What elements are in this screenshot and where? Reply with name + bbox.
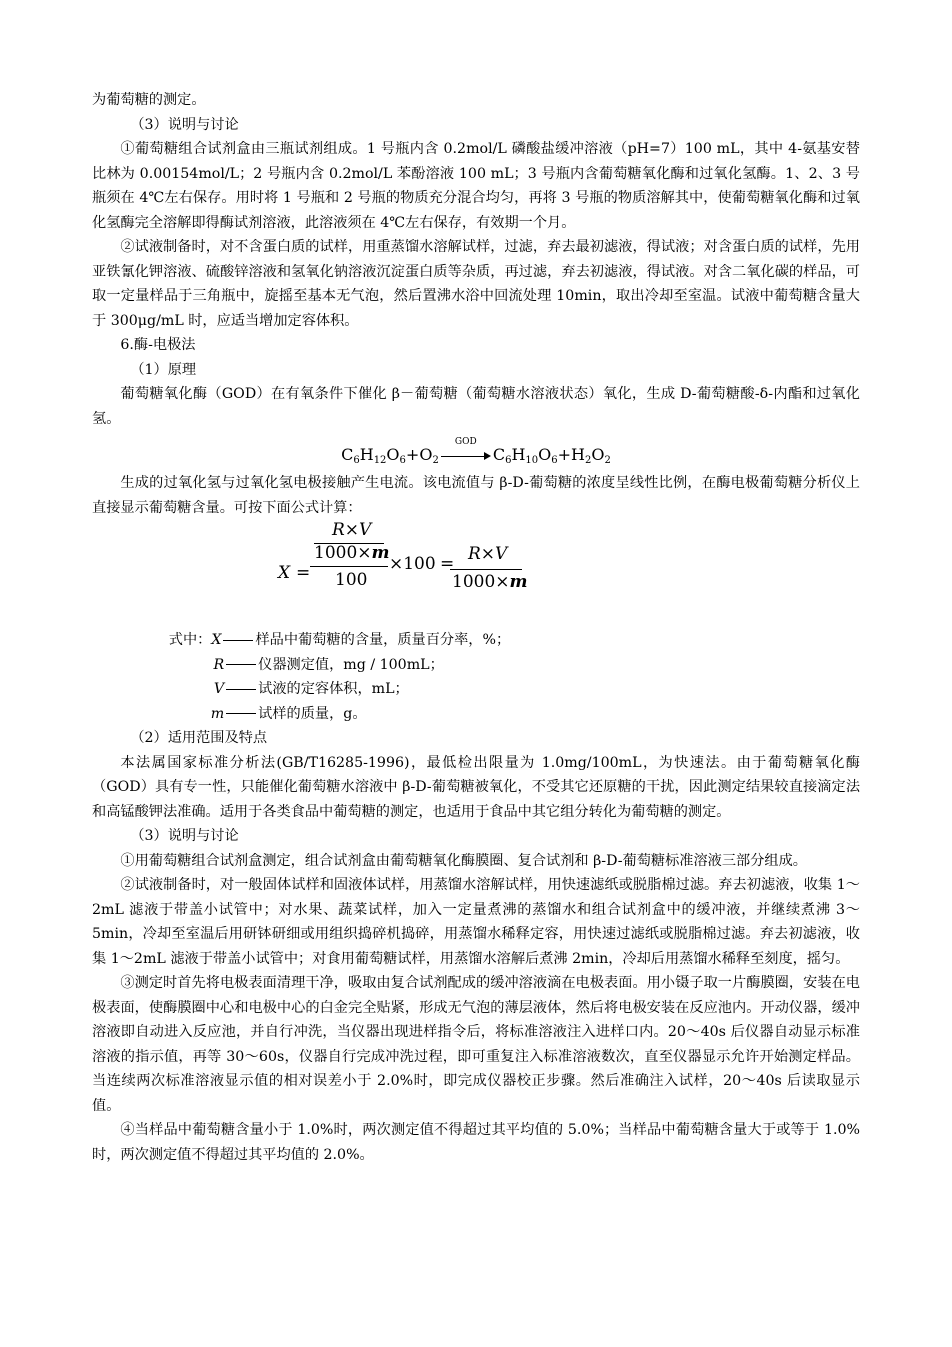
paragraph-scope: 本法属国家标准分析法(GB/T16285-1996)，最低检出限量为 1.0mg/100mL，为快速法。由于葡萄糖氧化酶（GOD）具有专一性，只能催化葡萄糖水溶液中 β-D-葡萄糖被氧化，不受其它还原糖的干扰，因此测定结果较直接滴定法和高锰酸钾法准确。适用于各类食品中葡萄糖的测定，也适用于食品中其它组分转化为葡萄糖的测定。 [92, 754, 861, 820]
paragraph-current-measure: 生成的过氧化氢与过氧化氢电极接触产生电流。该电流值与 β-D-葡萄糖的浓度呈线性比例，在酶电极葡萄糖分析仪上直接显示葡萄糖含量。可按下面公式计算： [92, 475, 860, 516]
reaction-enzyme-label: GOD [454, 436, 477, 447]
legend-row [169, 677, 860, 702]
paragraph-kit-composition: ①葡萄糖组合试剂盒由三瓶试剂组成。1 号瓶内含 0.2mol/L 磷酸盐缓冲溶液（pH=7）100 mL，其中 4-氨基安替比林为 0.00154mol/L；2 号瓶内含 0.2mol/L 苯酚溶液 100 mL；3 号瓶内含葡萄糖氧化酶和过氧化氢酶。1、2、3 号瓶须在 4℃左右保存。用时将 1 号瓶和 2 号瓶的物质充分混合均匀，再将 3 号瓶的物质溶解其中，使葡萄糖氧化酶和过氧化氢酶完全溶解即得酶试剂溶液，此溶液须在 4℃左右保存，有效期一个月。 [92, 141, 860, 231]
formula-lhs: X [278, 563, 291, 583]
legend-symbol: X [211, 632, 222, 648]
formula-equals-2: = [440, 554, 455, 574]
formula-rhs-denominator: 1000×m [452, 572, 528, 592]
paragraph-continuation: 为葡萄糖的测定。 [92, 92, 206, 108]
legend-dash [223, 640, 253, 641]
formula-inner-numerator: R×V [332, 520, 372, 540]
legend-desc: 仪器测定值，mg / 100mL； [258, 656, 444, 673]
reaction-products: $C_6H_{10}O_6+H_2O_2$ [492, 445, 611, 466]
section-heading-principle: （1）原理 [130, 361, 197, 378]
section-heading-discussion-1: （3）说明与讨论 [130, 116, 239, 133]
legend-desc: 试液的定容体积，mL； [258, 681, 409, 697]
legend-prefix: 式中： [168, 632, 212, 648]
paragraph-principle: 葡萄糖氧化酶（GOD）在有氧条件下催化 β－葡萄糖（葡萄糖水溶液状态）氧化，生成 D-葡萄糖酸-δ-内酯和过氧化氢。 [92, 386, 860, 427]
formula-equals-1: = [296, 563, 311, 583]
formula-rhs-fraction-line [450, 569, 522, 570]
legend-desc: 试样的质量，g。 [258, 705, 367, 722]
paragraph-sample-prep-2: ②试液制备时，对一般固体试样和固液体试样，用蒸馏水溶解试样，用快速滤纸或脱脂棉过滤。弃去初滤液，收集 1～2mL 滤液于带盖小试管中；对水果、蔬菜试样，加入一定量煮沸的蒸馏水和组合试剂盒中的缓冲液，并继续煮沸 3～5min，冷却至室温后用研钵研细或用组织捣碎机捣碎，用蒸馏水稀释定容，用快速过滤纸或脱脂棉过滤。弃去初滤液，收集 1～2mL 滤液于带盖小试管中；对食用葡萄糖试样，用蒸馏水溶解后煮沸 2min，冷却后用蒸馏水稀释至刻度，摇匀。 [92, 877, 860, 967]
formula-inner-denominator: 1000×m [314, 543, 390, 563]
section-heading-scope: （2）适用范围及特点 [130, 730, 268, 746]
paragraph-precision: ④当样品中葡萄糖含量小于 1.0%时，两次测定值不得超过其平均值的 5.0%；当样品中葡萄糖含量大于或等于 1.0%时，两次测定值不得超过其平均值的 2.0%。 [92, 1122, 860, 1163]
paragraph-measurement-procedure: ③测定时首先将电极表面清理干净，吸取由复合试剂配成的缓冲溶液滴在电极表面。用小镊子取一片酶膜圈，安装在电极表面，使酶膜圈中心和电极中心的白金完全贴紧，形成无气泡的薄层液体，然后将电极安装在反应池内。开动仪器，缓冲溶液即自动进入反应池，并自行冲洗，当仪器出现进样指令后，将标准溶液注入进样口内。20～40s 后仪器自动显示标准溶液的指示值，再等 30～60s，仪器自行完成冲洗过程，即可重复注入标准溶液数次，直至仪器显示允许开始测定样品。当连续两次标准溶液显示值的相对误差小于 2.0%时，即完成仪器校正步骤。然后准确注入试样，20～40s 后读取显示值。 [92, 975, 860, 1114]
reaction-reactants: $C_6H_{12}O_6+O_2$ [341, 445, 439, 466]
formula-outer-fraction-line [310, 566, 388, 567]
formula-times-100: ×100 [389, 554, 436, 574]
reaction-arrow-icon [441, 436, 491, 463]
legend-dash [226, 664, 256, 665]
reaction-equation [92, 431, 860, 471]
legend-desc: 样品中葡萄糖的含量，质量百分率，%； [255, 632, 511, 648]
calculation-formula [92, 520, 860, 628]
section-heading-enzyme-electrode: 6.酶-电极法 [120, 337, 196, 353]
paragraph-sample-prep-1: ②试液制备时，对不含蛋白质的试样，用重蒸馏水溶解试样，过滤，弃去最初滤液，得试液；对含蛋白质的试样，先用亚铁氰化钾溶液、硫酸锌溶液和氢氧化钠溶液沉淀蛋白质等杂质，再过滤，弃去初滤液，得试液。对含二氧化碳的样品，可取一定量样品于三角瓶中，旋摇至基本无气泡，然后置沸水浴中回流处理 10min，取出冷却至室温。试液中葡萄糖含量大于 300μg/mL 时，应适当增加定容体积。 [92, 239, 860, 329]
formula-outer-denominator: 100 [335, 570, 368, 590]
legend-symbol: m [210, 705, 225, 722]
document-body [92, 88, 860, 1167]
legend-symbol: R [213, 656, 225, 673]
legend-row [169, 653, 860, 678]
legend-dash [226, 713, 256, 714]
section-heading-discussion-2: （3）说明与讨论 [130, 828, 239, 844]
formula-rhs-numerator: R×V [468, 544, 508, 564]
formula-legend [169, 628, 860, 726]
legend-dash [226, 689, 256, 690]
legend-row [169, 628, 860, 653]
legend-symbol: V [213, 681, 225, 697]
paragraph-kit-test: ①用葡萄糖组合试剂盒测定，组合试剂盒由葡萄糖氧化酶膜圈、复合试剂和 β-D-葡萄糖标准溶液三部分组成。 [120, 852, 807, 869]
legend-row [169, 702, 860, 727]
